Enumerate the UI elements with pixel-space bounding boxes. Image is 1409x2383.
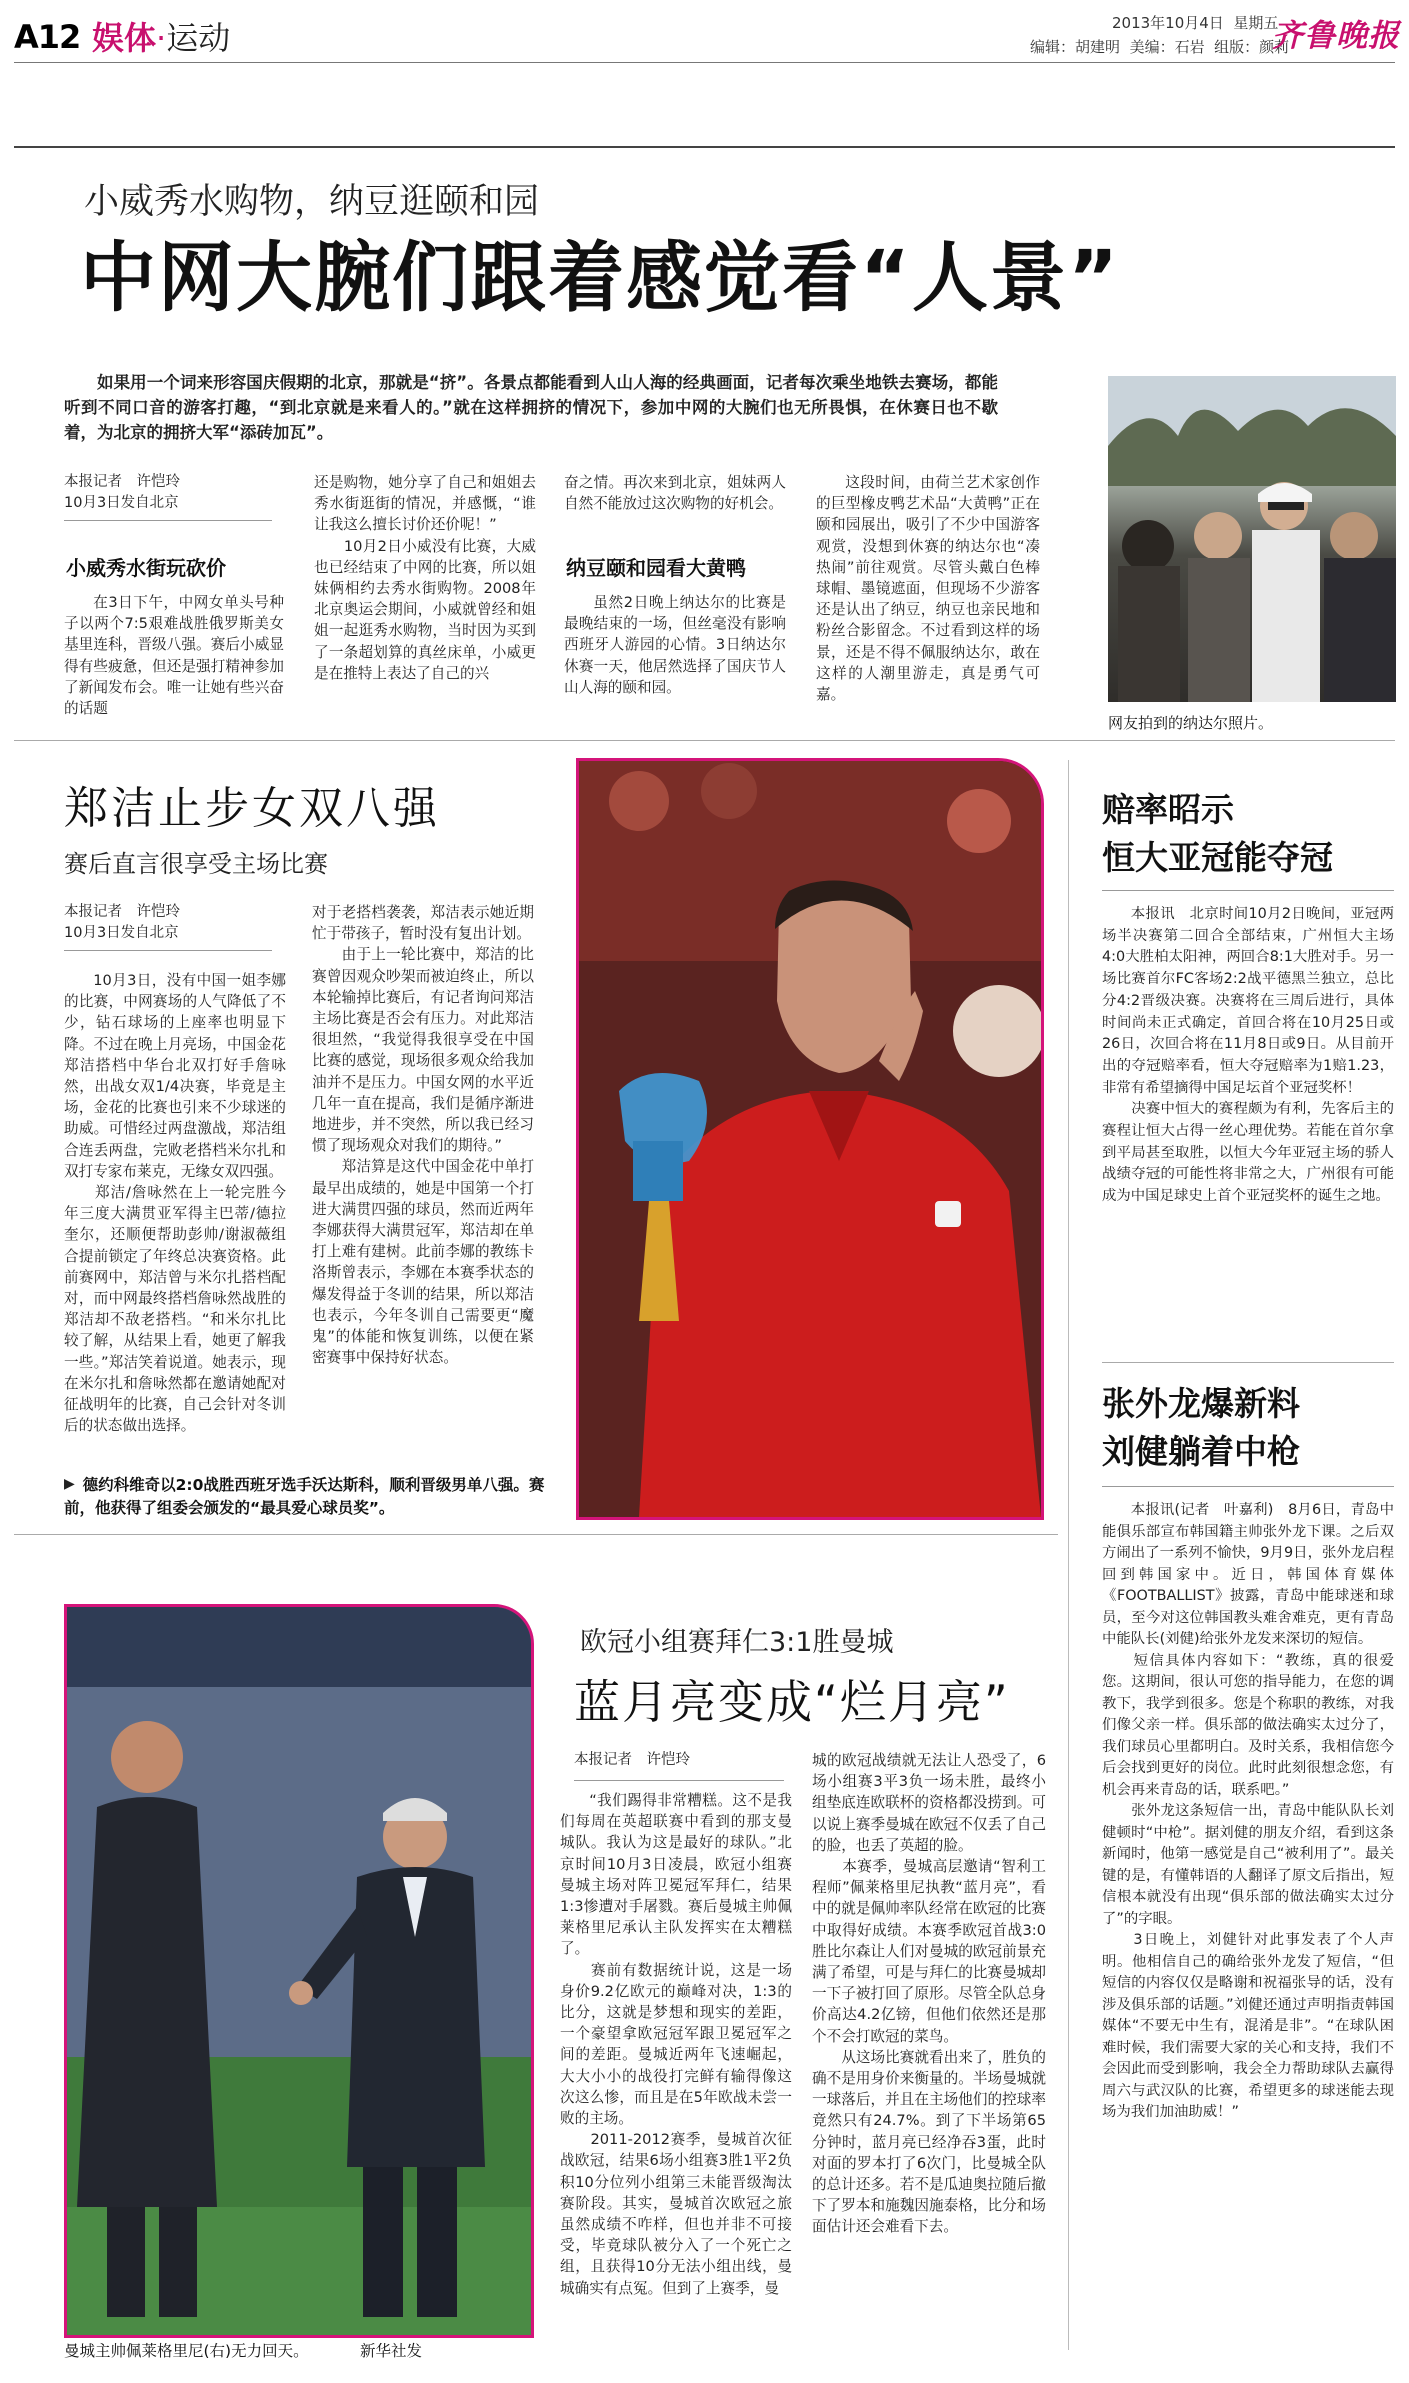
sidebar-text-2: 本报讯(记者 叶嘉利) 8月6日，青岛中能俱乐部宣布韩国籍主帅张外龙下课。之后双方闹出了一系列不愉快，9月9日，张外龙启程回到韩国家中。近日，韩国体育媒体《FOOTBALLIST》披露，青岛中能球迷和球员，至今对这位韩国教头难舍难克，更有青岛中能队长(刘健)给张外龙发来深切的短信。 短信具体内容如下：“教练，真的很爱您。这期间，很认可您的指导能力，在您的调教下，我学到很多。您是个称职的教练，对我们像父亲一样。俱乐部的做法确实太过分了，我们球员心里都明白。及时关系，我相信您今后会找到更好的岗位。此时此刻很想念您，有机会再来青岛的话，联系吧。” 张外龙这条短信一出，青岛中能队队长刘健顿时“中枪”。据刘健的朋友介绍，看到这条新闻时，他第一感觉是自己“被利用了”。最关键的是，有懂韩语的人翻译了原文后指出，短信根本就没有出现“俱乐部的做法确实太过分了”的字眼。 3日晚上，刘健针对此事发表了个人声明。他相信自己的确给张外龙发了短信，“但短信的内容仅仅是略谢和祝福张导的话，没有涉及俱乐部的话题。”刘健还通过声明指责韩国媒体“不要无中生有，混淆是非”。“在球队困难时候，我们需要大家的关心和支持，我们不会因此而受到影响，我会全力帮助球队去赢得周六与武汉队的比赛，希望更多的球迷能去现场为我们加油助威！”: [1102, 1502, 1394, 2120]
sidebar-divider: [1068, 760, 1069, 2350]
article2-byline-rule: [64, 950, 272, 951]
article3-byline: 本报记者 许恺玲: [574, 1752, 690, 1768]
sidebar-mid-rule: [1102, 1362, 1394, 1363]
sidebar-headline-2-rule: [1102, 1486, 1394, 1487]
sidebar-headline-2: [1102, 1380, 1300, 1476]
sidebar-headline-1-rule: [1102, 890, 1394, 891]
section-name: 娱体: [92, 19, 157, 57]
article2-bottom-rule: [14, 1534, 1058, 1535]
article2-byline-reporter: 本报记者 许恺玲: [64, 904, 180, 920]
article1-kicker: 小威秀水购物，纳豆逛颐和园: [84, 182, 540, 222]
pellegrini-illustration: [67, 1607, 531, 2335]
article1-byline-reporter: 本报记者 许恺玲: [64, 474, 180, 490]
issue-weekday: 星期五: [1233, 14, 1279, 32]
article3-kicker: 欧冠小组赛拜仁3:1胜曼城: [580, 1627, 894, 1658]
article1-bottom-rule: [14, 740, 1395, 741]
article3-headline: 蓝月亮变成“烂月亮”: [574, 1675, 1010, 1729]
djokovic-caption-marker: ▶: [64, 1476, 75, 1492]
section-dot: ·: [156, 19, 167, 57]
article2-headline: 郑洁止步女双八强: [64, 783, 440, 834]
article2-byline-dateline: 10月3日发自北京: [64, 925, 179, 941]
article2-col1: 10月3日，没有中国一姐李娜的比赛，中网赛场的人气降低了不少，钻石球场的上座率也明显下降。不过在晚上月亮场，中国金花郑洁搭档中华台北双打好手詹咏然，出战女双1/4决赛，毕竟是主场，金花的比赛也引来不少球迷的助威。可惜经过两盘激战，郑洁组合连丢两盘，完败老搭档米尔扎和双打专家布莱克，无缘女双四强。 郑洁/詹咏然在上一轮完胜今年三度大满贯亚军得主巴蒂/德拉奎尔，还顺便帮助彭帅/谢淑薇组合提前锁定了年终总决赛资格。此前赛网中，郑洁曾与米尔扎搭档配对，而中网最终搭档詹咏然战胜的郑洁却不敌老搭档。“和米尔扎比较了解，从结果上看，她更了解我一些。”郑洁笑着说道。她表示，现在米尔扎和詹咏然都在邀请她配对征战明年的比赛，自己会针对冬训后的状态做出选择。: [64, 972, 286, 1435]
article1-headline: 中网大腕们跟着感觉看“人景”: [80, 233, 1120, 322]
header-rule: [14, 62, 1395, 63]
article2-byline: [64, 902, 274, 944]
staff-line: [1030, 36, 1289, 57]
masthead-logo: 齐鲁晚报: [1272, 18, 1400, 54]
sidebar-headline-2-line1: 张外龙爆新料: [1102, 1384, 1300, 1423]
sidebar-text-1: 本报讯 北京时间10月2日晚间，亚冠两场半决赛第二回合全部结束，广州恒大主场4:0大胜柏太阳神，两回合8:1大胜对手。另一场比赛首尔FC客场2:2战平德黑兰独立，总比分4:2晋级决赛。决赛将在三周后进行，具体时间尚未正式确定，首回合将在10月25日或26日，次回合将在11月8日或9日。从目前开出的夺冠赔率看，恒大夺冠赔率为1赔1.23，非常有希望摘得中国足坛首个亚冠奖杯！ 决赛中恒大的赛程颇为有利，先客后主的赛程让恒大占得一丝心理优势。若能在首尔拿到平局甚至取胜，以恒大今年亚冠主场的骄人战绩夺冠的可能性将非常之大，广州很有可能成为中国足球史上首个亚冠奖杯的诞生之地。: [1102, 906, 1394, 1205]
page-number: A12: [14, 18, 81, 56]
nadal-crowd-illustration: [1108, 376, 1396, 702]
nadal-crowd-photo: [1108, 376, 1396, 702]
article3-col2: 城的欧冠战绩就无法让人恐受了，6场小组赛3平3负一场未胜，最终小组垫底连欧联杯的资格都没捞到。可以说上赛季曼城在欧冠不仅丢了自己的脸，也丢了英超的脸。 本赛季，曼城高层邀请“智利工程师”佩莱格里尼执教“蓝月亮”，看中的就是佩帅率队经常在欧冠的比赛中取得好成绩。本赛季欧冠首战3:0胜比尔森让人们对曼城的欧冠前景充满了希望，可是与拜仁的比赛曼城却一下子被打回了原形。尽管全队总身价高达4.2亿镑，但他们依然还是那个不会打欧冠的菜鸟。 从这场比赛就看出来了，胜负的确不是用身价来衡量的。半场曼城就一球落后，并且在主场他们的控球率竟然只有24.7%。到了下半场第65分钟时，蓝月亮已经净吞3蛋，此时对面的罗本打了6次门，比曼城全队的总计还多。若不是瓜迪奥拉随后撤下了罗本和施魏因施泰格，比分和场面估计还会难看下去。: [812, 1752, 1046, 2236]
article1-byline-rule: [64, 520, 272, 521]
djokovic-illustration: [579, 761, 1041, 1517]
nadal-photo-caption: 网友拍到的纳达尔照片。: [1108, 714, 1274, 732]
sidebar-headline-1-line1: 赔率昭示: [1102, 790, 1234, 829]
djokovic-photo-caption: 德约科维奇以2:0战胜西班牙选手沃达斯科，顺利晋级男单八强。赛前，他获得了组委会颁发的“最具爱心球员奖”。: [64, 1476, 545, 1517]
editor: 编辑：胡建明: [1030, 38, 1121, 56]
sidebar-headline-1-line2: 恒大亚冠能夺冠: [1102, 838, 1333, 877]
article3-col1: “我们踢得非常糟糕。这不是我们每周在英超联赛中看到的那支曼城队。我认为这是最好的球队。”北京时间10月3日凌晨，欧冠小组赛曼城主场对阵卫冕冠军拜仁，结果1:3惨遭对手屠戮。赛后曼城主帅佩莱格里尼承认主队发挥实在太糟糕了。 赛前有数据统计说，这是一场身价9.2亿欧元的巅峰对决，1:3的比分，这就是梦想和现实的差距，一个豪望拿欧冠冠军跟卫冕冠军之间的差距。曼城近两年飞速崛起，大大小小的战役打完鲜有输得像这次这么惨，而且是在5年欧战未尝一败的主场。 2011-2012赛季，曼城首次征战欧冠，结果6场小组赛3胜1平2负积10分位列小组第三未能晋级淘汰赛阶段。其实，曼城首次欧冠之旅虽然成绩不咋样，但也并非不可接受，毕竟球队被分入了一个死亡之组，且获得10分无法小组出线，曼城确实有点冤。但到了上赛季，曼: [560, 1792, 792, 2297]
pellegrini-photo-credit: 新华社发: [360, 2342, 423, 2360]
proof-editor: 组版：颜莉: [1214, 38, 1290, 56]
issue-date-line: [1112, 12, 1278, 33]
pellegrini-photo-caption: 曼城主帅佩莱格里尼(右)无力回天。: [64, 2342, 309, 2360]
article1-col2: 还是购物，她分享了自己和姐姐去秀水街逛街的情况，并感慨，“谁让我这么擅长讨价还价呢！” 10月2日小威没有比赛，大威也已经结束了中网的比赛，所以姐妹俩相约去秀水街购物。2008年北京奥运会期间，小威就曾经和姐姐一起逛秀水购物，当时因为买到了一条超划算的真丝床单，小威更是在推特上表达了自己的兴: [314, 474, 536, 682]
sidebar-headline-1: [1102, 786, 1333, 882]
article1-col1: 在3日下午，中网女单头号种子以两个7:5艰难战胜俄罗斯美女基里连科，晋级八强。赛后小威显得有些疲惫，但还是强打精神参加了新闻发布会。唯一让她有些兴奋的话题: [64, 594, 284, 718]
section-title: [92, 18, 230, 58]
article1-byline: [64, 472, 274, 514]
article1-byline-dateline: 10月3日发自北京: [64, 495, 179, 511]
art-editor: 美编：石岩: [1129, 38, 1205, 56]
article2-subhead: 赛后直言很享受主场比赛: [64, 850, 328, 878]
pellegrini-photo: [64, 1604, 534, 2338]
article3-byline-rule: [574, 1780, 784, 1781]
article1-subhead-1: 小威秀水街玩砍价: [66, 556, 226, 580]
subsection-name: 运动: [166, 19, 231, 57]
article1-subhead-2: 纳豆颐和园看大黄鸭: [566, 556, 746, 580]
djokovic-photo: [576, 758, 1044, 1520]
article1-col3: 奋之情。再次来到北京，姐妹两人自然不能放过这次购物的好机会。: [564, 474, 786, 513]
article1-top-rule: [14, 146, 1395, 148]
article1-col3b: 虽然2日晚上纳达尔的比赛是最晚结束的一场，但丝毫没有影响西班牙人游园的心情。3日纳达尔休赛一天，他居然选择了国庆节人山人海的颐和园。: [564, 594, 786, 696]
article1-col4: 这段时间，由荷兰艺术家创作的巨型橡皮鸭艺术品“大黄鸭”正在颐和园展出，吸引了不少中国游客观赏，没想到休赛的纳达尔也“凑热闹”前往观赏。尽管头戴白色棒球帽、墨镜遮面，但现场不少游客还是认出了纳豆，纳豆也亲民地和粉丝合影留念。不过看到这样的场景，还是不得不佩服纳达尔，敢在这样的人潮里游走，真是勇气可嘉。: [816, 474, 1040, 704]
article2-col2: 对于老搭档袭袭，郑洁表示她近期忙于带孩子，暂时没有复出计划。 由于上一轮比赛中，郑洁的比赛曾因观众吵架而被迫终止，所以本轮输掉比赛后，有记者询问郑洁主场比赛是否会有压力。对此郑洁很坦然，“我觉得我很享受在中国比赛的感觉，现场很多观众给我加油并不是压力。中国女网的水平近几年一直在提高，我们是循序渐进地进步，并不突然，所以我已经习惯了现场观众对我们的期待。” 郑洁算是这代中国金花中单打最早出成绩的，她是中国第一个打进大满贯四强的球员，然而近两年李娜获得大满贯冠军，郑洁却在单打上难有建树。此前李娜的教练卡洛斯曾表示，李娜在本赛季状态的爆发得益于冬训的结果，所以郑洁也表示，今年冬训自己需要更“魔鬼”的体能和恢复训练，以便在紧密赛事中保持好状态。: [312, 904, 534, 1367]
issue-date: 2013年10月4日: [1112, 14, 1224, 32]
sidebar-headline-2-line2: 刘健躺着中枪: [1102, 1432, 1300, 1471]
article1-lead: 如果用一个词来形容国庆假期的北京，那就是“挤”。各景点都能看到人山人海的经典画面，记者每次乘坐地铁去赛场，都能听到不同口音的游客打趣，“到北京就是来看人的。”就在这样拥挤的情况下，参加中网的大腕们也无所畏惧，在休赛日也不歇着，为北京的拥挤大军“添砖加瓦”。: [64, 373, 998, 442]
